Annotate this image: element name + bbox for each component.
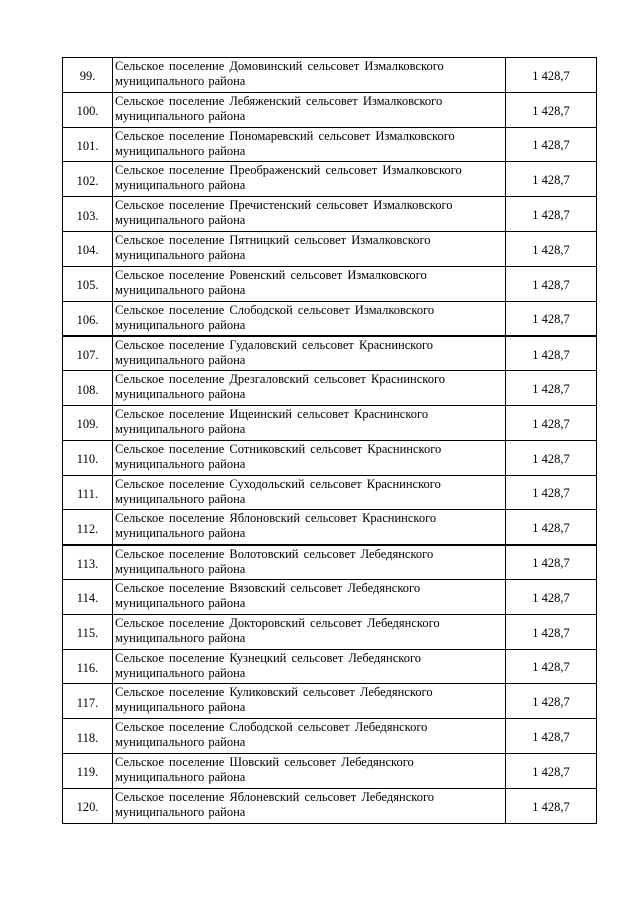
amount: 1 428,7 <box>506 510 597 545</box>
settlement-name <box>113 579 506 614</box>
settlement-name-line2: муниципального района <box>115 735 246 750</box>
table-row <box>63 440 597 475</box>
row-number: 101. <box>63 127 113 162</box>
amount: 1 428,7 <box>506 440 597 475</box>
amount: 1 428,7 <box>506 231 597 266</box>
settlement-name <box>113 58 506 93</box>
settlement-name-line1: Сельское поселение Яблоновский сельсовет Краснинского <box>115 511 437 526</box>
settlement-name-line2: муниципального района <box>115 387 246 402</box>
settlement-name-line1: Сельское поселение Ровенский сельсовет Измалковского <box>115 267 427 282</box>
settlement-name-line2: муниципального района <box>115 421 246 436</box>
settlement-name-line2: муниципального района <box>115 630 246 645</box>
settlement-name <box>113 440 506 475</box>
row-number: 112. <box>63 510 113 545</box>
row-number: 104. <box>63 231 113 266</box>
table-row <box>63 58 597 93</box>
settlement-name <box>113 92 506 127</box>
settlement-name <box>113 719 506 754</box>
settlement-name <box>113 510 506 545</box>
row-number: 106. <box>63 301 113 336</box>
table-row <box>63 162 597 197</box>
settlement-name-line1: Сельское поселение Слободской сельсовет Лебедянского <box>115 720 428 735</box>
row-number: 111. <box>63 475 113 510</box>
settlement-name-line2: муниципального района <box>115 769 246 784</box>
amount: 1 428,7 <box>506 753 597 788</box>
settlement-name-line2: муниципального района <box>115 526 246 541</box>
amount: 1 428,7 <box>506 405 597 440</box>
settlement-name-line1: Сельское поселение Ищеинский сельсовет Краснинского <box>115 406 429 421</box>
row-number: 118. <box>63 719 113 754</box>
settlement-name-line2: муниципального района <box>115 352 246 367</box>
row-number: 99. <box>63 58 113 93</box>
row-number: 119. <box>63 753 113 788</box>
row-number: 116. <box>63 649 113 684</box>
settlement-name-line1: Сельское поселение Куликовский сельсовет Лебедянского <box>115 685 433 700</box>
table-row <box>63 475 597 510</box>
settlement-name-line1: Сельское поселение Дрезгаловский сельсовет Краснинского <box>115 372 446 387</box>
settlement-name-line1: Сельское поселение Преображенский сельсовет Измалковского <box>115 163 462 178</box>
allocation-table-container <box>62 57 597 824</box>
table-row <box>63 231 597 266</box>
table-row <box>63 266 597 301</box>
settlement-name-line1: Сельское поселение Кузнецкий сельсовет Лебедянского <box>115 650 422 665</box>
amount: 1 428,7 <box>506 371 597 406</box>
settlement-name-line2: муниципального района <box>115 665 246 680</box>
table-row <box>63 684 597 719</box>
allocation-table <box>62 57 597 824</box>
settlement-name-line1: Сельское поселение Шовский сельсовет Лебедянского <box>115 754 414 769</box>
settlement-name <box>113 475 506 510</box>
row-number: 102. <box>63 162 113 197</box>
amount: 1 428,7 <box>506 475 597 510</box>
settlement-name-line2: муниципального района <box>115 491 246 506</box>
settlement-name-line2: муниципального района <box>115 456 246 471</box>
table-row <box>63 719 597 754</box>
amount: 1 428,7 <box>506 197 597 232</box>
settlement-name <box>113 231 506 266</box>
settlement-name-line1: Сельское поселение Докторовский сельсовет Лебедянского <box>115 615 440 630</box>
settlement-name-line1: Сельское поселение Слободской сельсовет Измалковского <box>115 302 435 317</box>
table-row <box>63 197 597 232</box>
table-row <box>63 614 597 649</box>
settlement-name <box>113 405 506 440</box>
row-number: 115. <box>63 614 113 649</box>
table-row <box>63 301 597 336</box>
amount: 1 428,7 <box>506 58 597 93</box>
amount: 1 428,7 <box>506 162 597 197</box>
amount: 1 428,7 <box>506 684 597 719</box>
amount: 1 428,7 <box>506 788 597 823</box>
settlement-name <box>113 336 506 371</box>
settlement-name-line2: муниципального района <box>115 595 246 610</box>
row-number: 113. <box>63 545 113 580</box>
row-number: 107. <box>63 336 113 371</box>
table-row <box>63 405 597 440</box>
table-row <box>63 371 597 406</box>
amount: 1 428,7 <box>506 92 597 127</box>
settlement-name <box>113 197 506 232</box>
table-row <box>63 336 597 371</box>
settlement-name <box>113 301 506 336</box>
settlement-name <box>113 545 506 580</box>
table-row <box>63 545 597 580</box>
row-number: 110. <box>63 440 113 475</box>
amount: 1 428,7 <box>506 579 597 614</box>
settlement-name-line1: Сельское поселение Гудаловский сельсовет Краснинского <box>115 337 434 352</box>
settlement-name-line2: муниципального района <box>115 561 246 576</box>
row-number: 105. <box>63 266 113 301</box>
settlement-name-line1: Сельское поселение Яблоневский сельсовет Лебедянского <box>115 789 435 804</box>
row-number: 100. <box>63 92 113 127</box>
amount: 1 428,7 <box>506 127 597 162</box>
row-number: 103. <box>63 197 113 232</box>
settlement-name-line1: Сельское поселение Домовинский сельсовет Измалковского <box>115 59 444 73</box>
settlement-name-line2: муниципального района <box>115 108 246 123</box>
settlement-name-line2: муниципального района <box>115 74 246 88</box>
table-row <box>63 753 597 788</box>
row-number: 117. <box>63 684 113 719</box>
row-number: 114. <box>63 579 113 614</box>
table-row <box>63 649 597 684</box>
amount: 1 428,7 <box>506 614 597 649</box>
settlement-name-line1: Сельское поселение Волотовский сельсовет Лебедянского <box>115 546 434 561</box>
amount: 1 428,7 <box>506 545 597 580</box>
settlement-name-line1: Сельское поселение Сотниковский сельсовет Краснинского <box>115 441 442 456</box>
table-row <box>63 579 597 614</box>
settlement-name-line2: муниципального района <box>115 282 246 297</box>
settlement-name-line2: муниципального района <box>115 178 246 193</box>
settlement-name-line1: Сельское поселение Пречистенский сельсовет Измалковского <box>115 198 453 213</box>
settlement-name <box>113 753 506 788</box>
settlement-name-line1: Сельское поселение Пономаревский сельсовет Измалковского <box>115 128 455 143</box>
settlement-name-line1: Сельское поселение Суходольский сельсовет Краснинского <box>115 476 441 491</box>
row-number: 109. <box>63 405 113 440</box>
settlement-name <box>113 649 506 684</box>
amount: 1 428,7 <box>506 719 597 754</box>
settlement-name <box>113 266 506 301</box>
settlement-name-line2: муниципального района <box>115 700 246 715</box>
settlement-name <box>113 684 506 719</box>
amount: 1 428,7 <box>506 336 597 371</box>
table-row <box>63 510 597 545</box>
settlement-name-line2: муниципального района <box>115 317 246 332</box>
amount: 1 428,7 <box>506 266 597 301</box>
table-row <box>63 92 597 127</box>
settlement-name <box>113 614 506 649</box>
settlement-name <box>113 371 506 406</box>
table-row <box>63 127 597 162</box>
settlement-name-line1: Сельское поселение Вязовский сельсовет Лебедянского <box>115 580 421 595</box>
table-body <box>63 58 597 824</box>
table-row <box>63 788 597 823</box>
settlement-name-line2: муниципального района <box>115 804 246 819</box>
settlement-name-line1: Сельское поселение Пятницкий сельсовет Измалковского <box>115 232 431 247</box>
row-number: 120. <box>63 788 113 823</box>
amount: 1 428,7 <box>506 301 597 336</box>
settlement-name-line1: Сельское поселение Лебяженский сельсовет Измалковского <box>115 93 443 108</box>
settlement-name-line2: муниципального района <box>115 143 246 158</box>
settlement-name <box>113 788 506 823</box>
settlement-name-line2: муниципального района <box>115 213 246 228</box>
row-number: 108. <box>63 371 113 406</box>
settlement-name-line2: муниципального района <box>115 247 246 262</box>
settlement-name <box>113 127 506 162</box>
amount: 1 428,7 <box>506 649 597 684</box>
settlement-name <box>113 162 506 197</box>
